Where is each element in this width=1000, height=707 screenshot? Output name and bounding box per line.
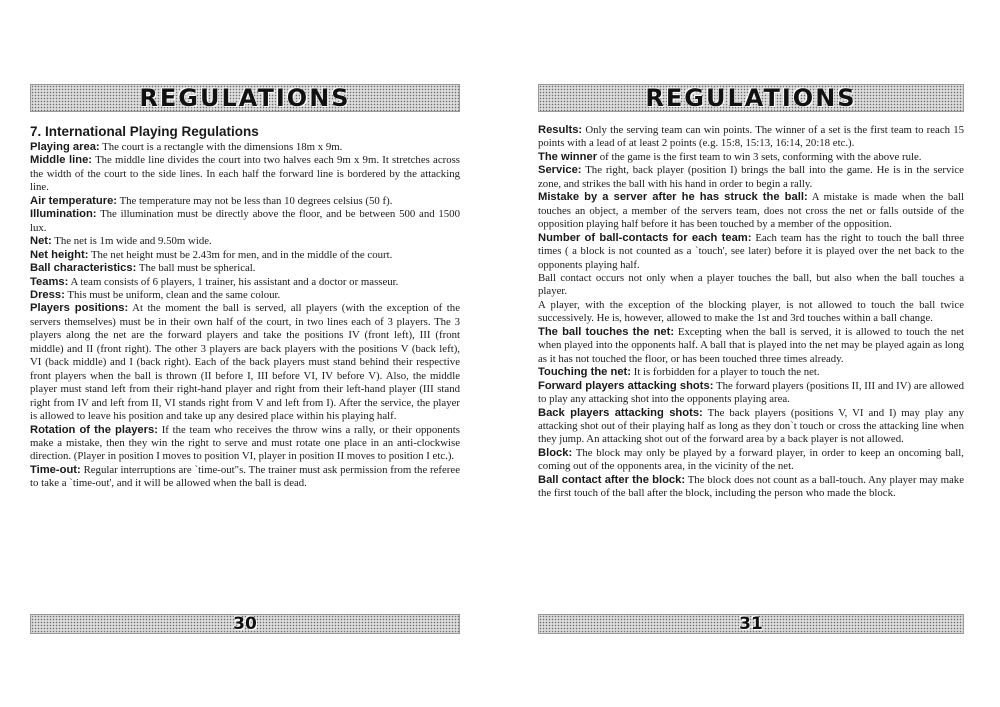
rule-paragraph xyxy=(30,208,460,235)
banner-title: REGULATIONS xyxy=(645,84,857,112)
rule-term: Block: xyxy=(538,446,573,459)
rule-term: Ball characteristics: xyxy=(30,262,137,275)
rule-paragraph xyxy=(538,232,964,272)
rule-paragraph xyxy=(30,289,460,302)
rule-term: Back players attacking shots: xyxy=(538,406,703,419)
rule-text: Regular interruptions are `time-out"s. The trainer must ask permission from the referee to take a `time-out', and it will be allowed when the ball is dead. xyxy=(30,463,460,490)
rule-paragraph xyxy=(30,141,460,154)
footer-banner xyxy=(30,614,460,634)
rule-text: The net height must be 2.43m for men, and in the middle of the court. xyxy=(90,248,393,261)
banner-title: REGULATIONS xyxy=(139,84,351,112)
rule-term: Service: xyxy=(538,164,582,177)
rule-term: Illumination: xyxy=(30,208,97,221)
rule-text: The right, back player (position I) brings the ball into the game. He is in the service zone, and strikes the ball with his hand in order to begin a rally. xyxy=(538,164,964,190)
rule-term: The ball touches the net: xyxy=(538,325,675,338)
rule-paragraph xyxy=(538,447,964,474)
rule-text: The illumination must be directly above the floor, and be between 500 and 1500 lux. xyxy=(30,208,460,234)
rule-text: At the moment the ball is served, all players (with the exception of the servers themselves) must be in their own half of the court, in two lines each of 3 players. The 3 players along the net are the forward players and take the positions IV (front left), III (front middle) and II (front right). The other 3 players are back players with the positions V (back left), VI (back middle) and I (back right). Each of the back players must stand behind their respective front players when the ball is thrown (II before I, III before VI, IV before V). Also, the middle player must stand left from their right-hand player and right from their left-hand player (III stand right from IV and left from II, VI stands right from V and left from I). After the service, the player is allowed to leave his position and take up any desired place within his playing half. xyxy=(30,302,460,423)
rule-text: The back players (positions V, VI and I) may play any attacking shot out of their playing half as long as they don`t touch or cross the attacking line when they jump. An attacking shot out of the forward area by a back player is not allowed. xyxy=(538,406,964,446)
right-content xyxy=(538,124,964,501)
rule-text: The block does not count as a ball-touch. Any player may make the first touch of the ball after the block, including the person who made the block. xyxy=(538,473,964,500)
rule-paragraph xyxy=(30,464,460,491)
rule-term: Time-out: xyxy=(30,463,81,476)
rule-term: Net: xyxy=(30,235,52,248)
right-page xyxy=(538,0,964,707)
rule-term: Playing area: xyxy=(30,141,100,153)
rule-paragraph xyxy=(30,249,460,262)
section-heading: 7. International Playing Regulations xyxy=(30,124,259,139)
rule-text: The ball must be spherical. xyxy=(138,262,256,275)
rule-term: Ball contact after the block: xyxy=(538,473,686,486)
rule-paragraph xyxy=(30,424,460,464)
rule-text: The forward players (positions II, III and IV) are allowed to play any attacking shot into the opponents playing area. xyxy=(538,379,964,406)
rule-paragraph xyxy=(538,366,964,379)
rule-paragraph xyxy=(30,262,460,275)
rule-text: Only the serving team can win points. The winner of a set is the first team to reach 15 points with a lead of at least 2 points (e.g. 15:8, 15:13, 16:14, 20:18 etc.). xyxy=(538,124,965,150)
rule-text: It is forbidden for a player to touch the net. xyxy=(633,366,820,379)
rule-paragraph xyxy=(30,154,460,194)
rule-term: Forward players attacking shots: xyxy=(538,379,714,392)
page-number: 30 xyxy=(233,614,257,634)
rule-paragraph xyxy=(538,272,964,299)
rule-paragraph xyxy=(30,235,460,248)
rule-paragraph xyxy=(538,407,964,447)
rule-term: Air temperature: xyxy=(30,194,118,207)
left-content xyxy=(30,124,460,491)
rule-text: of the game is the first team to win 3 sets, conforming with the above rule. xyxy=(599,150,922,163)
rule-paragraph xyxy=(538,151,964,164)
rule-paragraph xyxy=(538,191,964,231)
left-page xyxy=(30,0,460,707)
rule-term: Mistake by a server after he has struck the ball: xyxy=(538,191,808,204)
rule-paragraph xyxy=(30,302,460,423)
paragraph-list xyxy=(538,124,964,501)
rule-text: The middle line divides the court into two halves each 9m x 9m. It stretches across the width of the court to the side lines. In each half the forward line is bordered by the attacking line. xyxy=(30,154,461,194)
rule-text: This must be uniform, clean and the same colour. xyxy=(67,288,281,301)
rule-term: Net height: xyxy=(30,248,89,261)
rule-text: Excepting when the ball is served, it is allowed to touch the net when played into the opponents half. A ball that is played into the net may be played again as long as it has not touched the floor, or has been touched three times already. xyxy=(538,325,965,365)
rule-paragraph xyxy=(538,474,964,501)
page-number: 31 xyxy=(739,614,763,634)
rule-text: The net is 1m wide and 9.50m wide. xyxy=(54,235,212,248)
rule-text: If the team who receives the throw wins a rally, or their opponents make a mistake, then they win the right to serve and must rotate one place in an anti-clockwise direction. (Player in position I moves to position VI, player in position II moves to position I etc.). xyxy=(30,423,461,463)
header-banner xyxy=(30,84,460,112)
rule-term: Results: xyxy=(538,124,583,136)
rule-term: Middle line: xyxy=(30,154,93,167)
paragraph-list xyxy=(30,141,460,491)
rule-text: A player, with the exception of the blocking player, is not allowed to touch the ball twice successively. He is, however, allowed to make the 1st and 3rd touches within a ball change. xyxy=(538,298,964,325)
rule-text: The temperature may not be less than 10 degrees celsius (50 f). xyxy=(119,194,393,207)
rule-paragraph xyxy=(30,276,460,289)
rule-paragraph xyxy=(538,380,964,407)
rule-paragraph xyxy=(538,164,964,191)
rule-term: Rotation of the players: xyxy=(30,423,158,436)
rule-paragraph xyxy=(538,124,964,151)
rule-text: A team consists of 6 players, 1 trainer, his assistant and a doctor or masseur. xyxy=(70,275,399,288)
rule-term: Dress: xyxy=(30,288,65,301)
rule-term: The winner xyxy=(538,150,598,163)
rule-text: The block may only be played by a forward player, in order to keep an oncoming ball, coming out of the opponents area, in the vicinity of the net. xyxy=(538,446,964,473)
rule-paragraph xyxy=(30,195,460,208)
rule-text: Ball contact occurs not only when a player touches the ball, but also when the ball touches a player. xyxy=(538,271,964,298)
rule-term: Touching the net: xyxy=(538,366,632,379)
rule-paragraph xyxy=(538,326,964,366)
rule-paragraph xyxy=(538,299,964,326)
rule-term: Teams: xyxy=(30,275,69,288)
footer-banner xyxy=(538,614,964,634)
header-banner xyxy=(538,84,964,112)
rule-text: A mistake is made when the ball touches an object, a member of the servers team, does not cross the net or falls outside of the opposition playing half before it has been touched by a member of the opposition. xyxy=(538,191,965,231)
rule-term: Players positions: xyxy=(30,302,129,315)
rule-term: Number of ball-contacts for each team: xyxy=(538,231,752,244)
rule-text: The court is a rectangle with the dimensions 18m x 9m. xyxy=(102,141,343,153)
rule-text: Each team has the right to touch the ball three times ( a block is not counted as a `touch', see later) before it is played over the net back to the opponents playing half. xyxy=(538,231,965,271)
